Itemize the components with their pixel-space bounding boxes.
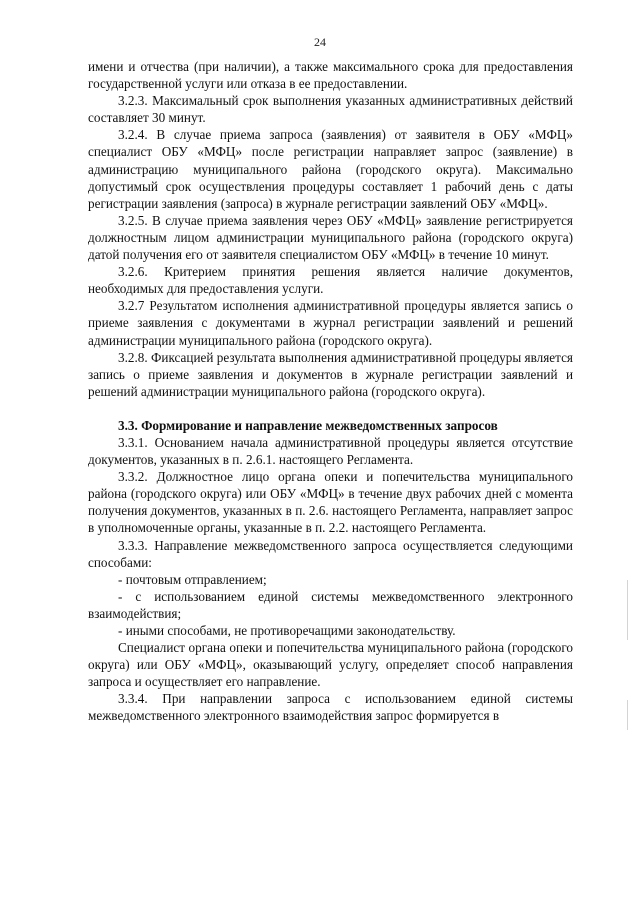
- list-item-other: - иными способами, не противоречащими законодательству.: [118, 623, 456, 638]
- section-gap: [88, 400, 573, 417]
- scan-edge-mark: [627, 700, 628, 730]
- page-content: [88, 58, 573, 725]
- paragraph-3-2-5: 3.2.5. В случае приема заявления через ОБУ «МФЦ» заявление регистрируется должностным лицом администрации муниципального района (городского округа) датой получения его от заявителя специалистом ОБУ «МФЦ» в течение 10 минут.: [88, 212, 573, 263]
- scan-edge-mark: [627, 580, 628, 640]
- section-heading-3-3: 3.3. Формирование и направление межведомственных запросов: [118, 417, 498, 433]
- paragraph-3-3-4: 3.3.4. При направлении запроса с использованием единой системы межведомственного электронного взаимодействия запрос формируется в: [88, 691, 573, 724]
- paragraph-3-2-8: 3.2.8. Фиксацией результата выполнения административной процедуры является запись о приеме заявления и документов в журнале регистрации заявлений и решений администрации муниципального района (городского округа).: [88, 349, 573, 399]
- paragraph-3-2-3: 3.2.3. Максимальный срок выполнения указанных административных действий составляет 30 минут.: [88, 93, 573, 126]
- page-number: 24: [314, 35, 326, 49]
- paragraph-3-2-4: 3.2.4. В случае приема запроса (заявления) от заявителя в ОБУ «МФЦ» специалист ОБУ «МФЦ» после регистрации направляет запрос (заявление) в администрацию муниципального района (городского округа). Максимально допустимый срок осуществления процедуры составляет 1 рабочий день с даты регистрации заявления (запроса) в журнале регистрации заявлений ОБУ «МФЦ».: [88, 127, 573, 211]
- paragraph-continuation: имени и отчества (при наличии), а также максимального срока для предоставления государственной услуги или отказа в ее предоставлении.: [88, 59, 573, 92]
- paragraph-specialist: Специалист органа опеки и попечительства муниципального района (городского округа) или ОБУ «МФЦ», оказывающий услугу, определяет способ направления запроса и осуществляет его направление.: [88, 640, 573, 690]
- paragraph-3-3-3: 3.3.3. Направление межведомственного запроса осуществляется следующими способами:: [88, 537, 573, 570]
- paragraph-3-2-7: 3.2.7 Результатом исполнения административной процедуры является запись о приеме заявления с документами в журнал регистрации заявлений и решений администрации муниципального района (городского округа).: [88, 298, 573, 348]
- paragraph-3-3-1: 3.3.1. Основанием начала административной процедуры является отсутствие документов, указанных в п. 2.6.1. настоящего Регламента.: [88, 434, 573, 468]
- list-item-electronic: - с использованием единой системы межведомственного электронного взаимодействия;: [88, 588, 573, 621]
- paragraph-3-2-6: 3.2.6. Критерием принятия решения является наличие документов, необходимых для предоставления услуги.: [88, 264, 573, 297]
- list-item-postal: - почтовым отправлением;: [118, 571, 267, 587]
- paragraph-3-3-2: 3.3.2. Должностное лицо органа опеки и попечительства муниципального района (городского округа) или ОБУ «МФЦ» в течение двух рабочих дней с момента получения документов, указанных в п. 2.6. настоящего Регламента, направляет запрос в уполномоченные органы, указанные в п. 2.2. настоящего Регламента.: [88, 469, 573, 536]
